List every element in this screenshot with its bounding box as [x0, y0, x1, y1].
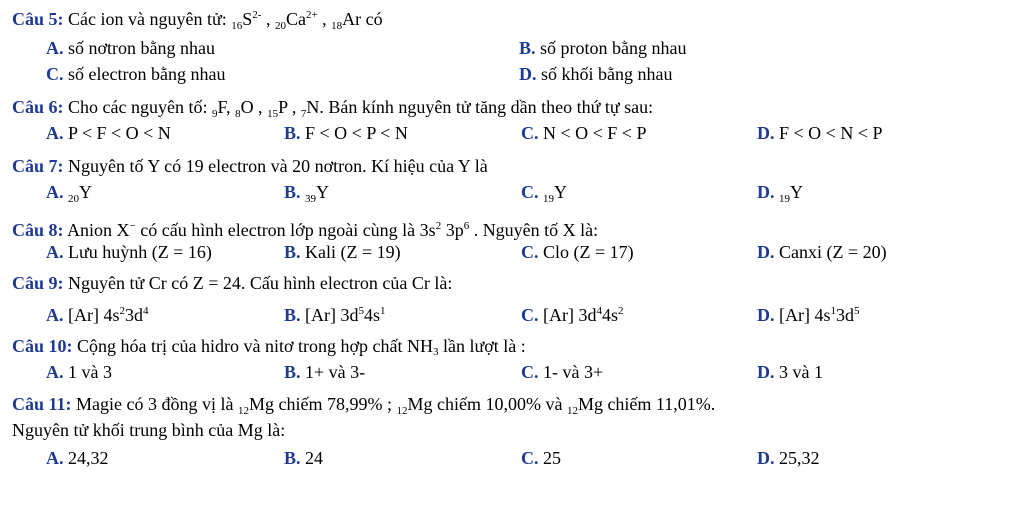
q6-o: O ,: [240, 97, 268, 117]
question-11-stem: [12, 393, 715, 418]
q10-option-c[interactable]: [521, 361, 603, 383]
q9-b-p2: 4s: [364, 305, 381, 325]
q9-b-label: B.: [284, 305, 301, 325]
question-6-stem: [12, 96, 653, 121]
q9-d-s2: 5: [854, 305, 860, 317]
q5-a-label: A.: [46, 38, 64, 58]
q11-option-d[interactable]: [757, 447, 820, 469]
q9-c-s1: 4: [596, 305, 602, 317]
q8-t2: có cấu hình electron lớp ngoài cùng là: [135, 220, 420, 240]
q10-option-d[interactable]: [757, 361, 823, 383]
q8-c-text: Clo (Z = 17): [538, 242, 634, 262]
q7-a-sym: Y: [79, 182, 92, 202]
q6-c-text: N < O < F < P: [538, 123, 647, 143]
q9-z: Z = 24: [192, 273, 241, 293]
q8-b-label: B.: [284, 242, 301, 262]
q11-line2: Nguyên tử khối trung bình của Mg là:: [12, 420, 286, 440]
q6-option-d[interactable]: [757, 122, 882, 144]
q8-t1: Anion X: [63, 220, 130, 240]
q9-b-p1: 3d: [340, 305, 359, 325]
q9-c-p1: 3d: [578, 305, 597, 325]
q11-c-text: 25: [538, 448, 561, 468]
q6-p: P ,: [278, 97, 301, 117]
q9-a-s2: 4: [143, 305, 149, 317]
q5-ar_z: 18: [331, 20, 343, 32]
q5-d-label: D.: [519, 64, 537, 84]
q7-b-label: B.: [284, 182, 301, 202]
q6-o_z: 8: [235, 108, 241, 120]
q7-option-a[interactable]: [46, 181, 92, 206]
q9-c-p2: 4s: [601, 305, 618, 325]
q9-a-p2: 3d: [125, 305, 143, 325]
q5-a-text: số nơtron bằng nhau: [63, 38, 215, 58]
q11-a-label: A.: [46, 448, 64, 468]
q10-t2: lần lượt là :: [438, 336, 526, 356]
q11-option-a[interactable]: [46, 447, 109, 469]
q8-d-text: Canxi (Z = 20): [774, 242, 887, 262]
q7-d-label: D.: [757, 182, 775, 202]
q5-sep1: ,: [261, 9, 275, 29]
q6-f: F,: [217, 97, 236, 117]
q9-a-label: A.: [46, 305, 64, 325]
q11-d-text: 25,32: [774, 448, 820, 468]
q10-d-text: 3 và 1: [774, 362, 823, 382]
q8-a-text: Lưu huỳnh (Z = 16): [63, 242, 212, 262]
q8-option-c[interactable]: [521, 241, 634, 263]
q8-t1sup: −: [129, 220, 136, 232]
question-10-stem: [12, 335, 526, 363]
q5-b-text: số proton bằng nhau: [535, 38, 687, 58]
q11-z3: 12: [566, 405, 578, 417]
q10-option-a[interactable]: [46, 361, 112, 383]
q10-t1: Cộng hóa trị của hidro và nitơ trong hợp chất NH: [72, 336, 433, 356]
q10-b-text: 1+ và 3-: [300, 362, 366, 382]
q6-option-c[interactable]: [521, 122, 646, 144]
q10-c-label: C.: [521, 362, 539, 382]
q11-c-label: C.: [521, 448, 539, 468]
q6-n: N. Bán kính nguyên tử tăng dần theo thứ tự sau:: [306, 97, 654, 117]
q7-option-b[interactable]: [284, 181, 329, 206]
q10-option-b[interactable]: [284, 361, 365, 383]
q9-a-s1: 2: [119, 305, 125, 317]
question-label: Câu 9:: [12, 273, 64, 293]
q5-option-b[interactable]: [519, 37, 687, 59]
q10-a-text: 1 và 3: [63, 362, 112, 382]
question-label: Câu 6:: [12, 97, 64, 117]
q10-b-label: B.: [284, 362, 301, 382]
q6-t1: Cho các nguyên tố:: [63, 97, 212, 117]
q5-ca_ch: 2+: [305, 9, 318, 21]
q8-d-label: D.: [757, 242, 775, 262]
q9-t2: . Cấu hình electron của Cr là:: [240, 273, 453, 293]
q9-c-s2: 2: [618, 305, 624, 317]
q11-b-text: 24: [300, 448, 324, 468]
q7-a-label: A.: [46, 182, 64, 202]
q9-d-p1: 4s: [814, 305, 831, 325]
q7-option-c[interactable]: [521, 181, 567, 206]
q6-a-label: A.: [46, 123, 64, 143]
q8-c1: 3s: [419, 220, 436, 240]
q5-option-a[interactable]: [46, 37, 215, 59]
q11-b-label: B.: [284, 448, 301, 468]
q5-option-d[interactable]: [519, 63, 672, 85]
q11-z1: 12: [237, 405, 249, 417]
q6-c-label: C.: [521, 123, 539, 143]
q9-b-s1: 5: [358, 305, 364, 317]
q9-d-label: D.: [757, 305, 775, 325]
q6-option-a[interactable]: [46, 122, 171, 144]
q7-text: Nguyên tố Y có 19 electron và 20 nơtron. Kí hiệu của Y là: [63, 156, 488, 176]
q8-b-text: Kali (Z = 19): [300, 242, 401, 262]
q8-c2sup: 6: [463, 220, 470, 232]
question-label: Câu 7:: [12, 156, 64, 176]
q5-ca: Ca: [285, 9, 306, 29]
q9-option-b[interactable]: [284, 300, 386, 326]
q10-a-label: A.: [46, 362, 64, 382]
q11-option-b[interactable]: [284, 447, 323, 469]
q7-c-sym: Y: [554, 182, 567, 202]
q7-c-sub: 19: [543, 193, 554, 205]
q9-d-s1: 1: [830, 305, 836, 317]
q9-a-core: [Ar]: [63, 305, 104, 325]
question-11-stem-line2: [12, 419, 285, 441]
q5-s_z: 16: [231, 20, 243, 32]
q6-b-text: F < O < P < N: [300, 123, 408, 143]
q5-c-text: số electron bằng nhau: [63, 64, 226, 84]
q9-d-core: [Ar]: [774, 305, 815, 325]
q9-b-core: [Ar]: [300, 305, 341, 325]
q5-ar_rest: Ar có: [342, 9, 383, 29]
q5-d-text: số khối bằng nhau: [536, 64, 673, 84]
q9-option-d[interactable]: [757, 300, 860, 326]
q7-d-sym: Y: [790, 182, 803, 202]
q9-t1: Nguyên tử Cr có: [63, 273, 193, 293]
q8-c-label: C.: [521, 242, 539, 262]
q9-b-s2: 1: [380, 305, 386, 317]
q8-c1sup: 2: [435, 220, 442, 232]
q7-d-sub: 19: [779, 193, 790, 205]
q6-f_z: 9: [211, 108, 218, 120]
q8-a-label: A.: [46, 242, 64, 262]
q10-d-label: D.: [757, 362, 775, 382]
q5-s_ch: 2-: [252, 9, 262, 21]
q9-a-p1: 4s: [103, 305, 120, 325]
q7-b-sub: 39: [305, 193, 317, 205]
q6-option-b[interactable]: [284, 122, 408, 144]
q5-option-c[interactable]: [46, 63, 225, 85]
q8-option-d[interactable]: [757, 241, 887, 263]
q11-z2: 12: [396, 405, 408, 417]
q11-a-text: 24,32: [63, 448, 109, 468]
q10-c-text: 1- và 3+: [538, 362, 604, 382]
q5-s: S: [242, 9, 253, 29]
q8-c2: 3p: [441, 220, 464, 240]
q9-option-a[interactable]: [46, 300, 149, 326]
q8-option-b[interactable]: [284, 241, 401, 263]
q8-t3: . Nguyên tố X là:: [469, 220, 599, 240]
q5-c-label: C.: [46, 64, 64, 84]
q11-t1: Magie có 3 đồng vị là: [71, 394, 238, 414]
q11-m1: Mg chiếm 78,99% ;: [248, 394, 397, 414]
q6-d-text: F < O < N < P: [774, 123, 883, 143]
question-label: Câu 10:: [12, 336, 73, 356]
q6-n_z: 7: [300, 108, 307, 120]
question-label: Câu 5:: [12, 9, 64, 29]
question-label: Câu 8:: [12, 220, 64, 240]
question-5-stem: [12, 4, 383, 33]
q6-a-text: P < F < O < N: [63, 123, 171, 143]
q11-d-label: D.: [757, 448, 775, 468]
q10-sub: 3: [432, 346, 439, 358]
question-7-stem: [12, 155, 488, 177]
q11-m2: Mg chiếm 10,00% và: [407, 394, 567, 414]
q5-ca_z: 20: [274, 20, 286, 32]
question-label: Câu 11:: [12, 394, 72, 414]
q9-option-c[interactable]: [521, 300, 624, 326]
q11-m3: Mg chiếm 11,01%.: [577, 394, 716, 414]
q5-b-label: B.: [519, 38, 536, 58]
question-8-stem: [12, 215, 598, 241]
q7-c-label: C.: [521, 182, 539, 202]
question-9-stem: [12, 272, 452, 294]
q8-option-a[interactable]: [46, 241, 212, 263]
q6-b-label: B.: [284, 123, 301, 143]
q9-c-core: [Ar]: [538, 305, 579, 325]
q6-p_z: 15: [267, 108, 279, 120]
q7-b-sym: Y: [316, 182, 330, 202]
q7-option-d[interactable]: [757, 181, 803, 206]
q7-a-sub: 20: [68, 193, 79, 205]
q9-c-label: C.: [521, 305, 539, 325]
q9-d-p2: 3d: [836, 305, 854, 325]
q6-d-label: D.: [757, 123, 775, 143]
q11-option-c[interactable]: [521, 447, 561, 469]
q5-text_pre: Các ion và nguyên tử:: [63, 9, 232, 29]
q5-sep2: ,: [317, 9, 332, 29]
